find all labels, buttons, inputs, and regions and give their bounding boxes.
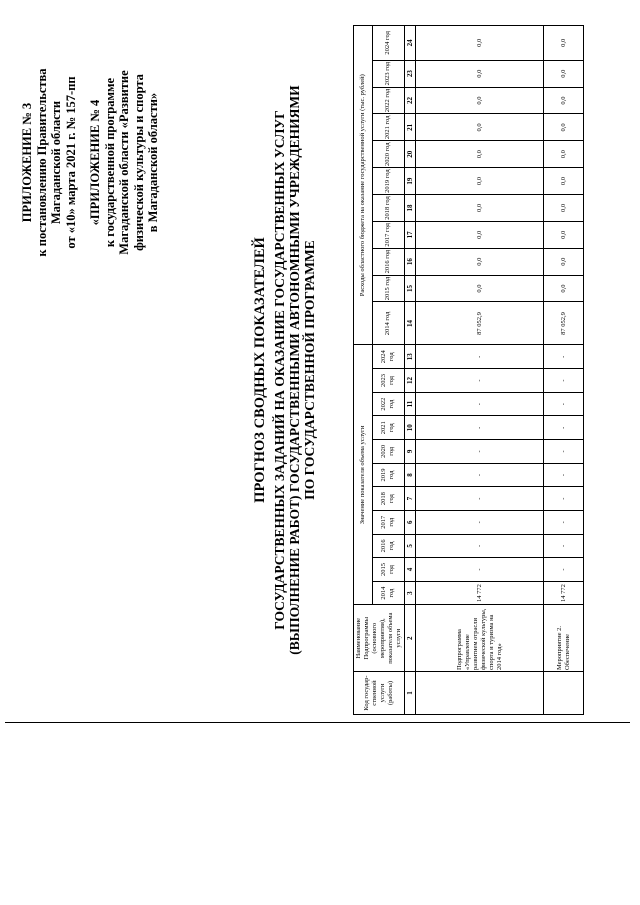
expense-value: 0,0 <box>416 87 544 114</box>
volume-value: - <box>544 487 584 511</box>
expense-value: 87 052,9 <box>544 302 584 345</box>
volume-value: - <box>544 558 584 582</box>
column-number: 15 <box>405 275 416 302</box>
column-number: 12 <box>405 369 416 393</box>
expense-value: 0,0 <box>416 141 544 168</box>
year-header: 2019 год <box>372 463 404 487</box>
header-volume-group: Значение показателя объема услуги <box>354 345 373 605</box>
volume-value: - <box>416 534 544 558</box>
year-header: 2014 год <box>372 302 404 345</box>
page-divider <box>5 722 630 723</box>
expense-value: 0,0 <box>544 60 584 87</box>
program-line: к государственной программе <box>102 77 117 248</box>
volume-value: - <box>544 416 584 440</box>
volume-value: 14 772 <box>544 581 584 605</box>
expense-value: 0,0 <box>544 141 584 168</box>
expense-value: 0,0 <box>416 60 544 87</box>
year-header: 2024 год <box>372 345 404 369</box>
program-line: в Магаданской области» <box>146 92 160 233</box>
column-number: 19 <box>405 168 416 195</box>
volume-value: - <box>416 345 544 369</box>
expense-value: 0,0 <box>544 195 584 222</box>
volume-value: - <box>544 510 584 534</box>
expense-value: 0,0 <box>544 221 584 248</box>
title-line: ГОСУДАРСТВЕННЫХ ЗАДАНИЙ НА ОКАЗАНИЕ ГОСУДАРСТВЕННЫХ УСЛУГ <box>272 110 287 630</box>
column-number: 9 <box>405 440 416 464</box>
expense-value: 0,0 <box>416 26 544 61</box>
column-number: 16 <box>405 248 416 275</box>
year-header: 2024 год <box>372 26 404 61</box>
volume-value: - <box>544 463 584 487</box>
expense-value: 0,0 <box>544 275 584 302</box>
decree-line: к постановлению Правительства <box>34 68 49 257</box>
column-number: 21 <box>405 114 416 141</box>
year-header: 2015 год <box>372 275 404 302</box>
volume-value: - <box>416 487 544 511</box>
volume-value: - <box>416 440 544 464</box>
volume-value: - <box>416 558 544 582</box>
column-numbers-row <box>405 26 416 715</box>
year-header: 2021 год <box>372 114 404 141</box>
volume-value: 14 772 <box>416 581 544 605</box>
column-number: 17 <box>405 221 416 248</box>
column-number: 3 <box>405 581 416 605</box>
expense-value: 0,0 <box>544 87 584 114</box>
expense-value: 0,0 <box>416 168 544 195</box>
column-number: 1 <box>405 672 416 715</box>
expense-value: 0,0 <box>416 275 544 302</box>
volume-value: - <box>544 440 584 464</box>
year-header: 2020 год <box>372 141 404 168</box>
column-number: 7 <box>405 487 416 511</box>
expense-value: 0,0 <box>416 248 544 275</box>
column-number: 8 <box>405 463 416 487</box>
column-number: 11 <box>405 392 416 416</box>
volume-value: - <box>544 369 584 393</box>
title-line: ПРОГНОЗ СВОДНЫХ ПОКАЗАТЕЛЕЙ <box>252 237 268 503</box>
year-header: 2016 год <box>372 534 404 558</box>
title-line: ПО ГОСУДАРСТВЕННОЙ ПРОГРАММЕ <box>302 240 317 500</box>
column-number: 14 <box>405 302 416 345</box>
expense-value: 0,0 <box>416 114 544 141</box>
row-code <box>544 672 584 715</box>
header-row <box>354 26 373 715</box>
year-header: 2015 год <box>372 558 404 582</box>
expense-value: 0,0 <box>544 248 584 275</box>
column-number: 22 <box>405 87 416 114</box>
year-header: 2020 год <box>372 440 404 464</box>
expense-value: 0,0 <box>544 168 584 195</box>
header-expenses-group: Расходы областного бюджета на оказание государственной услуги (тыс. рублей) <box>354 26 373 345</box>
decree-date: от «10» марта 2021 г. № 157-пп <box>63 76 78 249</box>
year-header: 2017 год <box>372 510 404 534</box>
column-number: 2 <box>405 605 416 672</box>
year-header: 2018 год <box>372 195 404 222</box>
volume-value: - <box>416 369 544 393</box>
year-header: 2017 год <box>372 221 404 248</box>
column-number: 10 <box>405 416 416 440</box>
indicators-table <box>353 25 584 715</box>
row-name: Мероприятие 2. Обеспечение <box>544 605 584 672</box>
year-header: 2023 год <box>372 60 404 87</box>
year-header: 2019 год <box>372 168 404 195</box>
volume-value: - <box>544 392 584 416</box>
volume-value: - <box>416 416 544 440</box>
program-line: Магаданской области «Развитие <box>117 70 131 255</box>
year-header: 2014 год <box>372 581 404 605</box>
rotated-content <box>15 25 625 715</box>
volume-value: - <box>544 534 584 558</box>
year-header: 2016 год <box>372 248 404 275</box>
program-line: физической культуры и спорта <box>131 74 146 251</box>
header-name: Наименование Подпрограммы (основного мероприятия), показателя объема услуги <box>354 605 405 672</box>
column-number: 6 <box>405 510 416 534</box>
column-number: 5 <box>405 534 416 558</box>
year-header: 2018 год <box>372 487 404 511</box>
decree-line: Магаданской области <box>49 100 63 225</box>
column-number: 18 <box>405 195 416 222</box>
column-number: 23 <box>405 60 416 87</box>
expense-value: 87 052,9 <box>416 302 544 345</box>
title-line: (ВЫПОЛНЕНИЕ РАБОТ) ГОСУДАРСТВЕННЫМИ АВТОНОМНЫМИ УЧРЕЖДЕНИЯМИ <box>287 85 302 655</box>
row-name: Подпрограмма «Управление развитием отрасли физической культуры, спорта и туризма на 2014 год» <box>416 605 544 672</box>
table-row <box>416 26 544 715</box>
year-header: 2022 год <box>372 392 404 416</box>
year-header: 2022 год <box>372 87 404 114</box>
header-code: Код государ- ственной услуги (работы) <box>354 672 405 715</box>
appendix-title: ПРИЛОЖЕНИЕ № 3 <box>20 102 34 223</box>
volume-value: - <box>416 392 544 416</box>
column-number: 13 <box>405 345 416 369</box>
expense-value: 0,0 <box>416 221 544 248</box>
volume-value: - <box>416 463 544 487</box>
column-number: 20 <box>405 141 416 168</box>
column-number: 24 <box>405 26 416 61</box>
appendix-header <box>20 50 161 275</box>
table-row <box>544 26 584 715</box>
year-header: 2021 год <box>372 416 404 440</box>
year-header: 2023 год <box>372 369 404 393</box>
row-code <box>416 672 544 715</box>
expense-value: 0,0 <box>544 26 584 61</box>
volume-value: - <box>544 345 584 369</box>
expense-value: 0,0 <box>416 195 544 222</box>
column-number: 4 <box>405 558 416 582</box>
volume-value: - <box>416 510 544 534</box>
expense-value: 0,0 <box>544 114 584 141</box>
document-title <box>253 25 317 715</box>
prev-appendix-title: «ПРИЛОЖЕНИЕ № 4 <box>88 99 102 226</box>
